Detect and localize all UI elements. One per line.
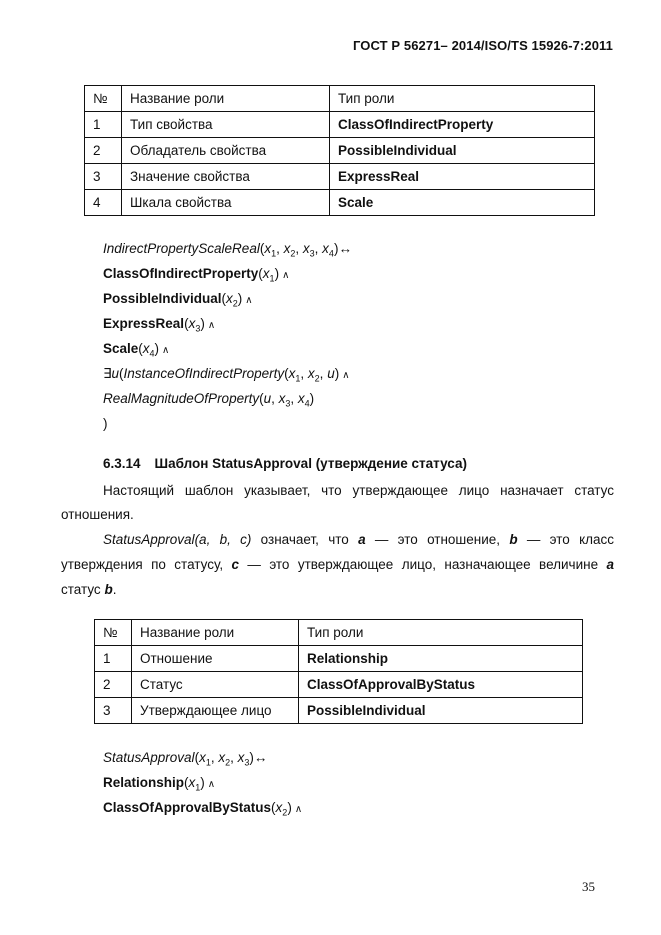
table-cell: Тип свойства: [122, 112, 330, 138]
formula-term: Relationship: [103, 775, 185, 790]
table-cell: Relationship: [299, 646, 583, 672]
table-cell: Обладатель свойства: [122, 138, 330, 164]
table-row: [95, 672, 583, 698]
text-fragment: — это класс: [517, 532, 615, 547]
table-cell: 2: [95, 672, 132, 698]
var-b: b: [509, 532, 518, 547]
table-cell: PossibleIndividual: [330, 138, 595, 164]
formula-line: $ExpressReal(x_3)$ ∧: [103, 316, 216, 334]
paragraph-line: [61, 578, 116, 602]
and-symbol: ∧: [162, 345, 170, 356]
paragraph-line: Настоящий шаблон указывает, что утверждающее лицо назначает статус: [103, 483, 614, 498]
section-number: 6.3.14: [103, 456, 141, 471]
text-fragment: статус: [61, 582, 105, 597]
formula-line: $\exists u(InstanceOfIndirectProperty(x_1$, $x_2$, u) ∧: [103, 366, 350, 384]
table-cell: 3: [85, 164, 122, 190]
and-symbol: ∧: [207, 779, 216, 790]
table-row: [85, 112, 595, 138]
table-cell: ClassOfIndirectProperty: [330, 112, 595, 138]
formula-line: $IndirectPropertyScaleReal(x_1$, $x_2$, $x_3$, $x_4)\leftrightarrow$: [103, 241, 352, 259]
table-cell: Утверждающее лицо: [132, 698, 299, 724]
text-fragment: — это отношение,: [365, 532, 510, 547]
header-cell: Название роли: [122, 86, 330, 112]
equivalence-symbol: ↔: [253, 750, 268, 765]
formula-term: InstanceOfIndirectProperty: [123, 366, 285, 381]
paragraph-line: отношения.: [61, 507, 134, 522]
document-header: ГОСТ Р 56271– 2014/ISO/TS 15926-7:2011: [352, 38, 613, 53]
table-row: [95, 698, 583, 724]
formula-term: ExpressReal: [103, 316, 185, 331]
formula-term: ClassOfIndirectProperty: [103, 266, 259, 281]
roles-table-2: [94, 619, 583, 724]
header-cell: №: [85, 86, 122, 112]
page-number: 35: [582, 879, 595, 894]
section-title: Шаблон StatusApproval (утверждение статуса): [154, 456, 467, 471]
section-heading: [103, 456, 467, 471]
table-header-row: [95, 620, 583, 646]
table-cell: 4: [85, 190, 122, 216]
var-a: a: [358, 532, 366, 547]
header-cell: Тип роли: [330, 86, 595, 112]
table-cell: ClassOfApprovalByStatus: [299, 672, 583, 698]
template-args: (a, b, c): [194, 532, 252, 547]
table-row: [85, 164, 595, 190]
paragraph-line: [103, 528, 614, 552]
formula-term: ClassOfApprovalByStatus: [103, 800, 272, 815]
and-symbol: ∧: [207, 320, 216, 331]
table-cell: 2: [85, 138, 122, 164]
and-symbol: ∧: [282, 270, 290, 281]
table-row: [95, 646, 583, 672]
text-fragment: утверждения по статусу,: [61, 557, 232, 572]
formula-line: $ClassOfApprovalByStatus(x_2)$ ∧: [103, 800, 303, 818]
header-cell: Тип роли: [299, 620, 583, 646]
table-row: [85, 138, 595, 164]
and-symbol: ∧: [294, 804, 303, 815]
formula-term: PossibleIndividual: [103, 291, 222, 306]
table-header-row: [85, 86, 595, 112]
var-a: a: [606, 557, 614, 572]
var-b: b: [104, 582, 113, 597]
formula-line: $StatusApproval(x_1$, $x_2$, $x_3)\leftrightarrow$: [103, 750, 268, 768]
formula-line: $Relationship(x_1)$ ∧: [103, 775, 216, 793]
formula-closing-paren: ): [103, 416, 108, 431]
table-cell: Scale: [330, 190, 595, 216]
formula-term: Scale: [103, 341, 139, 356]
formula-term: RealMagnitudeOfProperty: [103, 391, 260, 406]
table-cell: Статус: [132, 672, 299, 698]
formula-line: RealMagnitudeOfProperty(u, $x_3$, $x_4$): [103, 391, 315, 409]
table-row: [85, 190, 595, 216]
equivalence-symbol: ↔: [338, 241, 352, 256]
table-cell: Шкала свойства: [122, 190, 330, 216]
formula-name: StatusApproval: [103, 750, 195, 765]
var-c: c: [231, 557, 240, 572]
formula-line: $ClassOfIndirectProperty(x_1)$ ∧: [103, 266, 290, 284]
formula-line: $PossibleIndividual(x_2)$ ∧: [103, 291, 253, 309]
text-fragment: означает, что: [251, 532, 359, 547]
text-fragment: — это утверждающее лицо, назначающее величине: [239, 557, 607, 572]
table-cell: 1: [95, 646, 132, 672]
table-cell: 3: [95, 698, 132, 724]
and-symbol: ∧: [245, 295, 253, 306]
formula-name: IndirectPropertyScaleReal: [103, 241, 260, 256]
table-cell: PossibleIndividual: [299, 698, 583, 724]
table-cell: Отношение: [132, 646, 299, 672]
header-cell: №: [95, 620, 132, 646]
header-cell: Название роли: [132, 620, 299, 646]
paragraph-line: [61, 553, 614, 577]
table-cell: Значение свойства: [122, 164, 330, 190]
formula-line: $Scale(x_4)$ ∧: [103, 341, 170, 359]
template-name: StatusApproval: [103, 532, 195, 547]
exists-symbol: ∃: [103, 366, 112, 381]
roles-table-1: [84, 85, 595, 216]
text-fragment: .: [112, 582, 117, 597]
table-cell: 1: [85, 112, 122, 138]
table-cell: ExpressReal: [330, 164, 595, 190]
and-symbol: ∧: [342, 370, 350, 381]
